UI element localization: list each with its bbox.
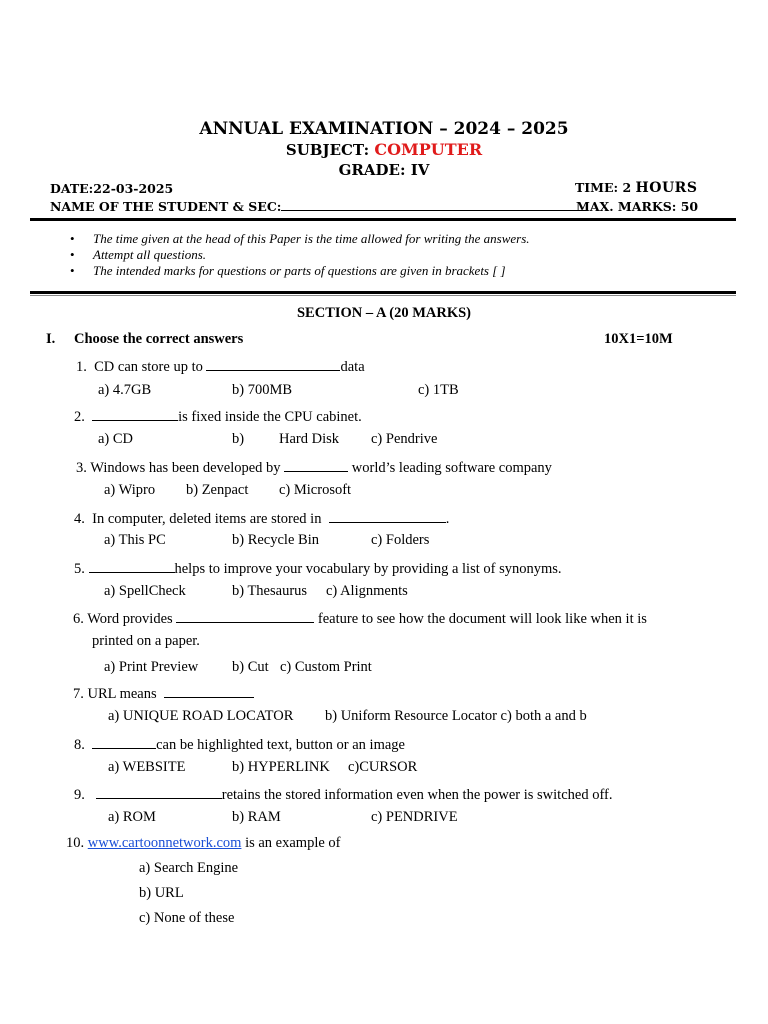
option[interactable]: a) SpellCheck (104, 583, 186, 599)
subject-value: COMPUTER (374, 140, 483, 159)
option[interactable]: c) Microsoft (279, 482, 352, 498)
student-name-line (50, 199, 587, 214)
option[interactable]: c) Custom Print (280, 659, 372, 675)
option[interactable]: Hard Disk (279, 431, 340, 447)
student-name-blank[interactable] (281, 199, 587, 211)
answer-blank[interactable] (89, 558, 175, 573)
part-number: I. (46, 331, 56, 347)
answer-blank[interactable] (206, 356, 340, 371)
option[interactable]: b) (232, 431, 245, 447)
option[interactable]: a) ROM (108, 809, 156, 825)
subject-line (0, 140, 768, 159)
option[interactable]: c) Alignments (326, 583, 408, 599)
part-marks: 10X1=10M (604, 331, 673, 347)
option[interactable]: b) HYPERLINK (232, 759, 330, 775)
question-6-continued: printed on a paper. (92, 633, 200, 649)
question-2: 2. is fixed inside the CPU cabinet. (74, 406, 362, 426)
instruction-item: • The time given at the head of this Paper is the time allowed for writing the answers. (70, 231, 530, 246)
question-5: 5. helps to improve your vocabulary by providing a list of synonyms. (74, 558, 562, 578)
option[interactable]: b) Thesaurus (232, 583, 308, 599)
answer-blank[interactable] (92, 734, 156, 749)
bullet-icon: • (70, 231, 75, 246)
option[interactable]: a) This PC (104, 532, 166, 548)
option[interactable]: b) Uniform Resource Locator c) both a and b (325, 708, 587, 724)
option[interactable]: b) Recycle Bin (232, 532, 319, 548)
bullet-icon: • (70, 263, 75, 278)
option[interactable]: c) Pendrive (371, 431, 438, 447)
question-4: 4. In computer, deleted items are stored in . (74, 508, 449, 528)
option[interactable]: b) RAM (232, 809, 281, 825)
exam-title: ANNUAL EXAMINATION – 2024 – 2025 (199, 119, 569, 139)
question-9: 9. retains the stored information even when the power is switched off. (74, 784, 612, 804)
option[interactable]: a) UNIQUE ROAD LOCATOR (108, 708, 294, 724)
question-3: 3. Windows has been developed by world’s leading software company (76, 457, 552, 477)
option[interactable]: b) 700MB (232, 382, 293, 398)
option[interactable]: c) None of these (139, 910, 235, 926)
part-title: Choose the correct answers (74, 331, 244, 347)
max-marks: MAX. MARKS: 50 (576, 199, 699, 214)
website-link[interactable]: www.cartoonnetwork.com (87, 835, 242, 851)
grade-line: GRADE: IV (338, 161, 430, 179)
instruction-item: • The intended marks for questions or parts of questions are given in brackets [ ] (70, 263, 506, 278)
instruction-item: • Attempt all questions. (70, 247, 207, 262)
option[interactable]: a) WEBSITE (108, 759, 186, 775)
answer-blank[interactable] (92, 406, 178, 421)
option[interactable]: a) 4.7GB (98, 382, 152, 398)
exam-time (575, 180, 697, 196)
section-title: SECTION – A (20 MARKS) (296, 305, 472, 321)
instructions-divider-shadow (30, 295, 736, 296)
answer-blank[interactable] (329, 508, 446, 523)
option[interactable]: b) Zenpact (186, 482, 249, 498)
option[interactable]: c)CURSOR (348, 759, 418, 775)
question-1: 1. CD can store up to data (76, 356, 365, 376)
question-6: 6. Word provides feature to see how the document will look like when it is (73, 608, 647, 628)
bullet-icon: • (70, 247, 75, 262)
answer-blank[interactable] (164, 683, 254, 698)
header-divider (30, 218, 736, 221)
time-unit: HOURS (635, 180, 698, 196)
student-name-label: NAME OF THE STUDENT & SEC: (50, 199, 282, 214)
option[interactable]: b) URL (139, 885, 184, 901)
answer-blank[interactable] (176, 608, 314, 623)
option[interactable]: c) 1TB (418, 382, 459, 398)
subject-label: SUBJECT: (285, 141, 370, 159)
answer-blank[interactable] (284, 457, 348, 472)
option[interactable]: b) Cut (232, 659, 269, 675)
question-8: 8. can be highlighted text, button or an image (74, 734, 405, 754)
instructions-list (70, 231, 530, 279)
answer-blank[interactable] (96, 784, 222, 799)
instructions-divider (30, 291, 736, 294)
option[interactable]: c) Folders (371, 532, 430, 548)
exam-date: DATE:22-03-2025 (50, 181, 174, 196)
option[interactable]: a) Print Preview (104, 659, 199, 675)
option[interactable]: a) Search Engine (139, 860, 239, 876)
question-7: 7. URL means (73, 683, 254, 703)
time-label: TIME: 2 (575, 180, 632, 195)
option[interactable]: a) CD (98, 431, 134, 447)
option[interactable]: c) PENDRIVE (371, 809, 458, 825)
option[interactable]: a) Wipro (104, 482, 156, 498)
question-10: 10. www.cartoonnetwork.com is an example of (66, 835, 341, 851)
